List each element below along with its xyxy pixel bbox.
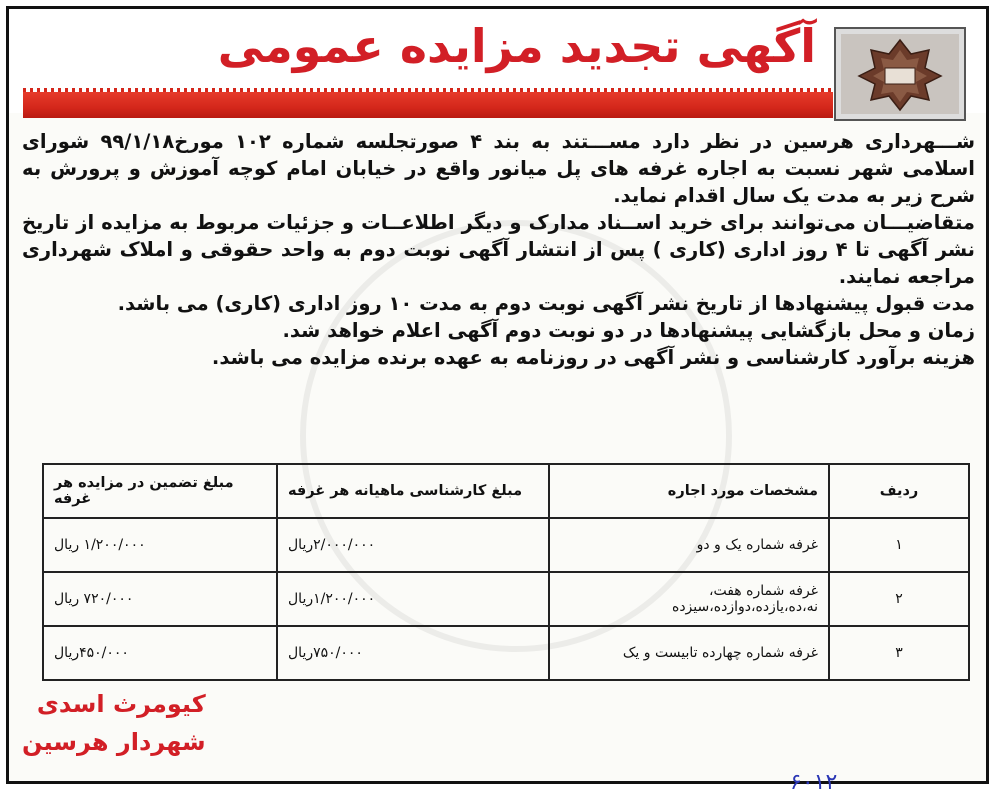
row-number: ۱ (829, 518, 969, 572)
table-row (43, 572, 969, 626)
signer-name: کیومرث اسدی (36, 690, 206, 718)
table-row (43, 626, 969, 680)
row-number: ۳ (829, 626, 969, 680)
row-specs: غرفه شماره یک و دو (549, 518, 829, 572)
paragraph-intro: شـــهرداری هرسین در نظر دارد مســـتند به بند ۴ صورتجلسه شماره ۱۰۲ مورخ۹۹/۱/۱۸ شورای اسلامی شهر نسبت به اجاره غرفه های پل میانور واقع در خیابان امام کوچه آموزش و پرورش به شرح زیر به مدت یک سال اقدام نماید. (22, 130, 975, 207)
row-specs: غرفه شماره هفت، نه،ده،یازده،دوازده،سیزده (549, 572, 829, 626)
paragraph-costs: هزینه برآورد کارشناسی و نشر آگهی در روزنامه به عهده برنده مزایده می باشد. (211, 346, 975, 369)
notice-title: آگهی تجدید مزایده عمومی (217, 19, 816, 73)
row-specs: غرفه شماره چهارده تابیست و یک (549, 626, 829, 680)
header-monthly-price: مبلغ کارشناسی ماهیانه هر غرفه (277, 464, 549, 518)
row-guarantee: ۴۵۰/۰۰۰ریال (43, 626, 277, 680)
paragraph-opening: زمان و محل بازگشایی پیشنهادها در دو نوبت دوم آگهی اعلام خواهد شد. (282, 319, 975, 342)
signer-role: شهردار هرسین (22, 728, 206, 756)
row-monthly-price: ۲/۰۰۰/۰۰۰ریال (277, 518, 549, 572)
row-guarantee: ۷۲۰/۰۰۰ ریال (43, 572, 277, 626)
title-bar (23, 92, 833, 118)
emblem-graphic (841, 34, 959, 114)
row-number: ۲ (829, 572, 969, 626)
handwritten-note: ۶۰۱۲ (790, 770, 838, 795)
row-guarantee: ۱/۲۰۰/۰۰۰ ریال (43, 518, 277, 572)
row-monthly-price: ۱/۲۰۰/۰۰۰ریال (277, 572, 549, 626)
rental-items-table (42, 463, 970, 681)
row-monthly-price: ۷۵۰/۰۰۰ریال (277, 626, 549, 680)
table-row (43, 518, 969, 572)
table-header-row (43, 464, 969, 518)
notice-body (22, 128, 975, 371)
header-specs: مشخصات مورد اجاره (549, 464, 829, 518)
header-row-number: ردیف (829, 464, 969, 518)
paragraph-deadline: مدت قبول پیشنهادها از تاریخ نشر آگهی نوبت دوم به مدت ۱۰ روز اداری (کاری) می باشد. (117, 292, 975, 315)
signature-block (22, 685, 206, 761)
header-guarantee: مبلغ تضمین در مزایده هر غرفه (43, 464, 277, 518)
notice-header (9, 9, 986, 113)
municipality-emblem-icon (834, 27, 966, 121)
paragraph-documents: متقاضیـــان می‌توانند برای خرید اســناد مدارک و دیگر اطلاعــات و جزئیات مربوط به مزایده از تاریخ نشر آگهی تا ۴ روز اداری (کاری ) پس از انتشار آگهی نوبت دوم به واحد حقوقی و املاک شهرداری مراجعه نمایند. (22, 211, 975, 288)
